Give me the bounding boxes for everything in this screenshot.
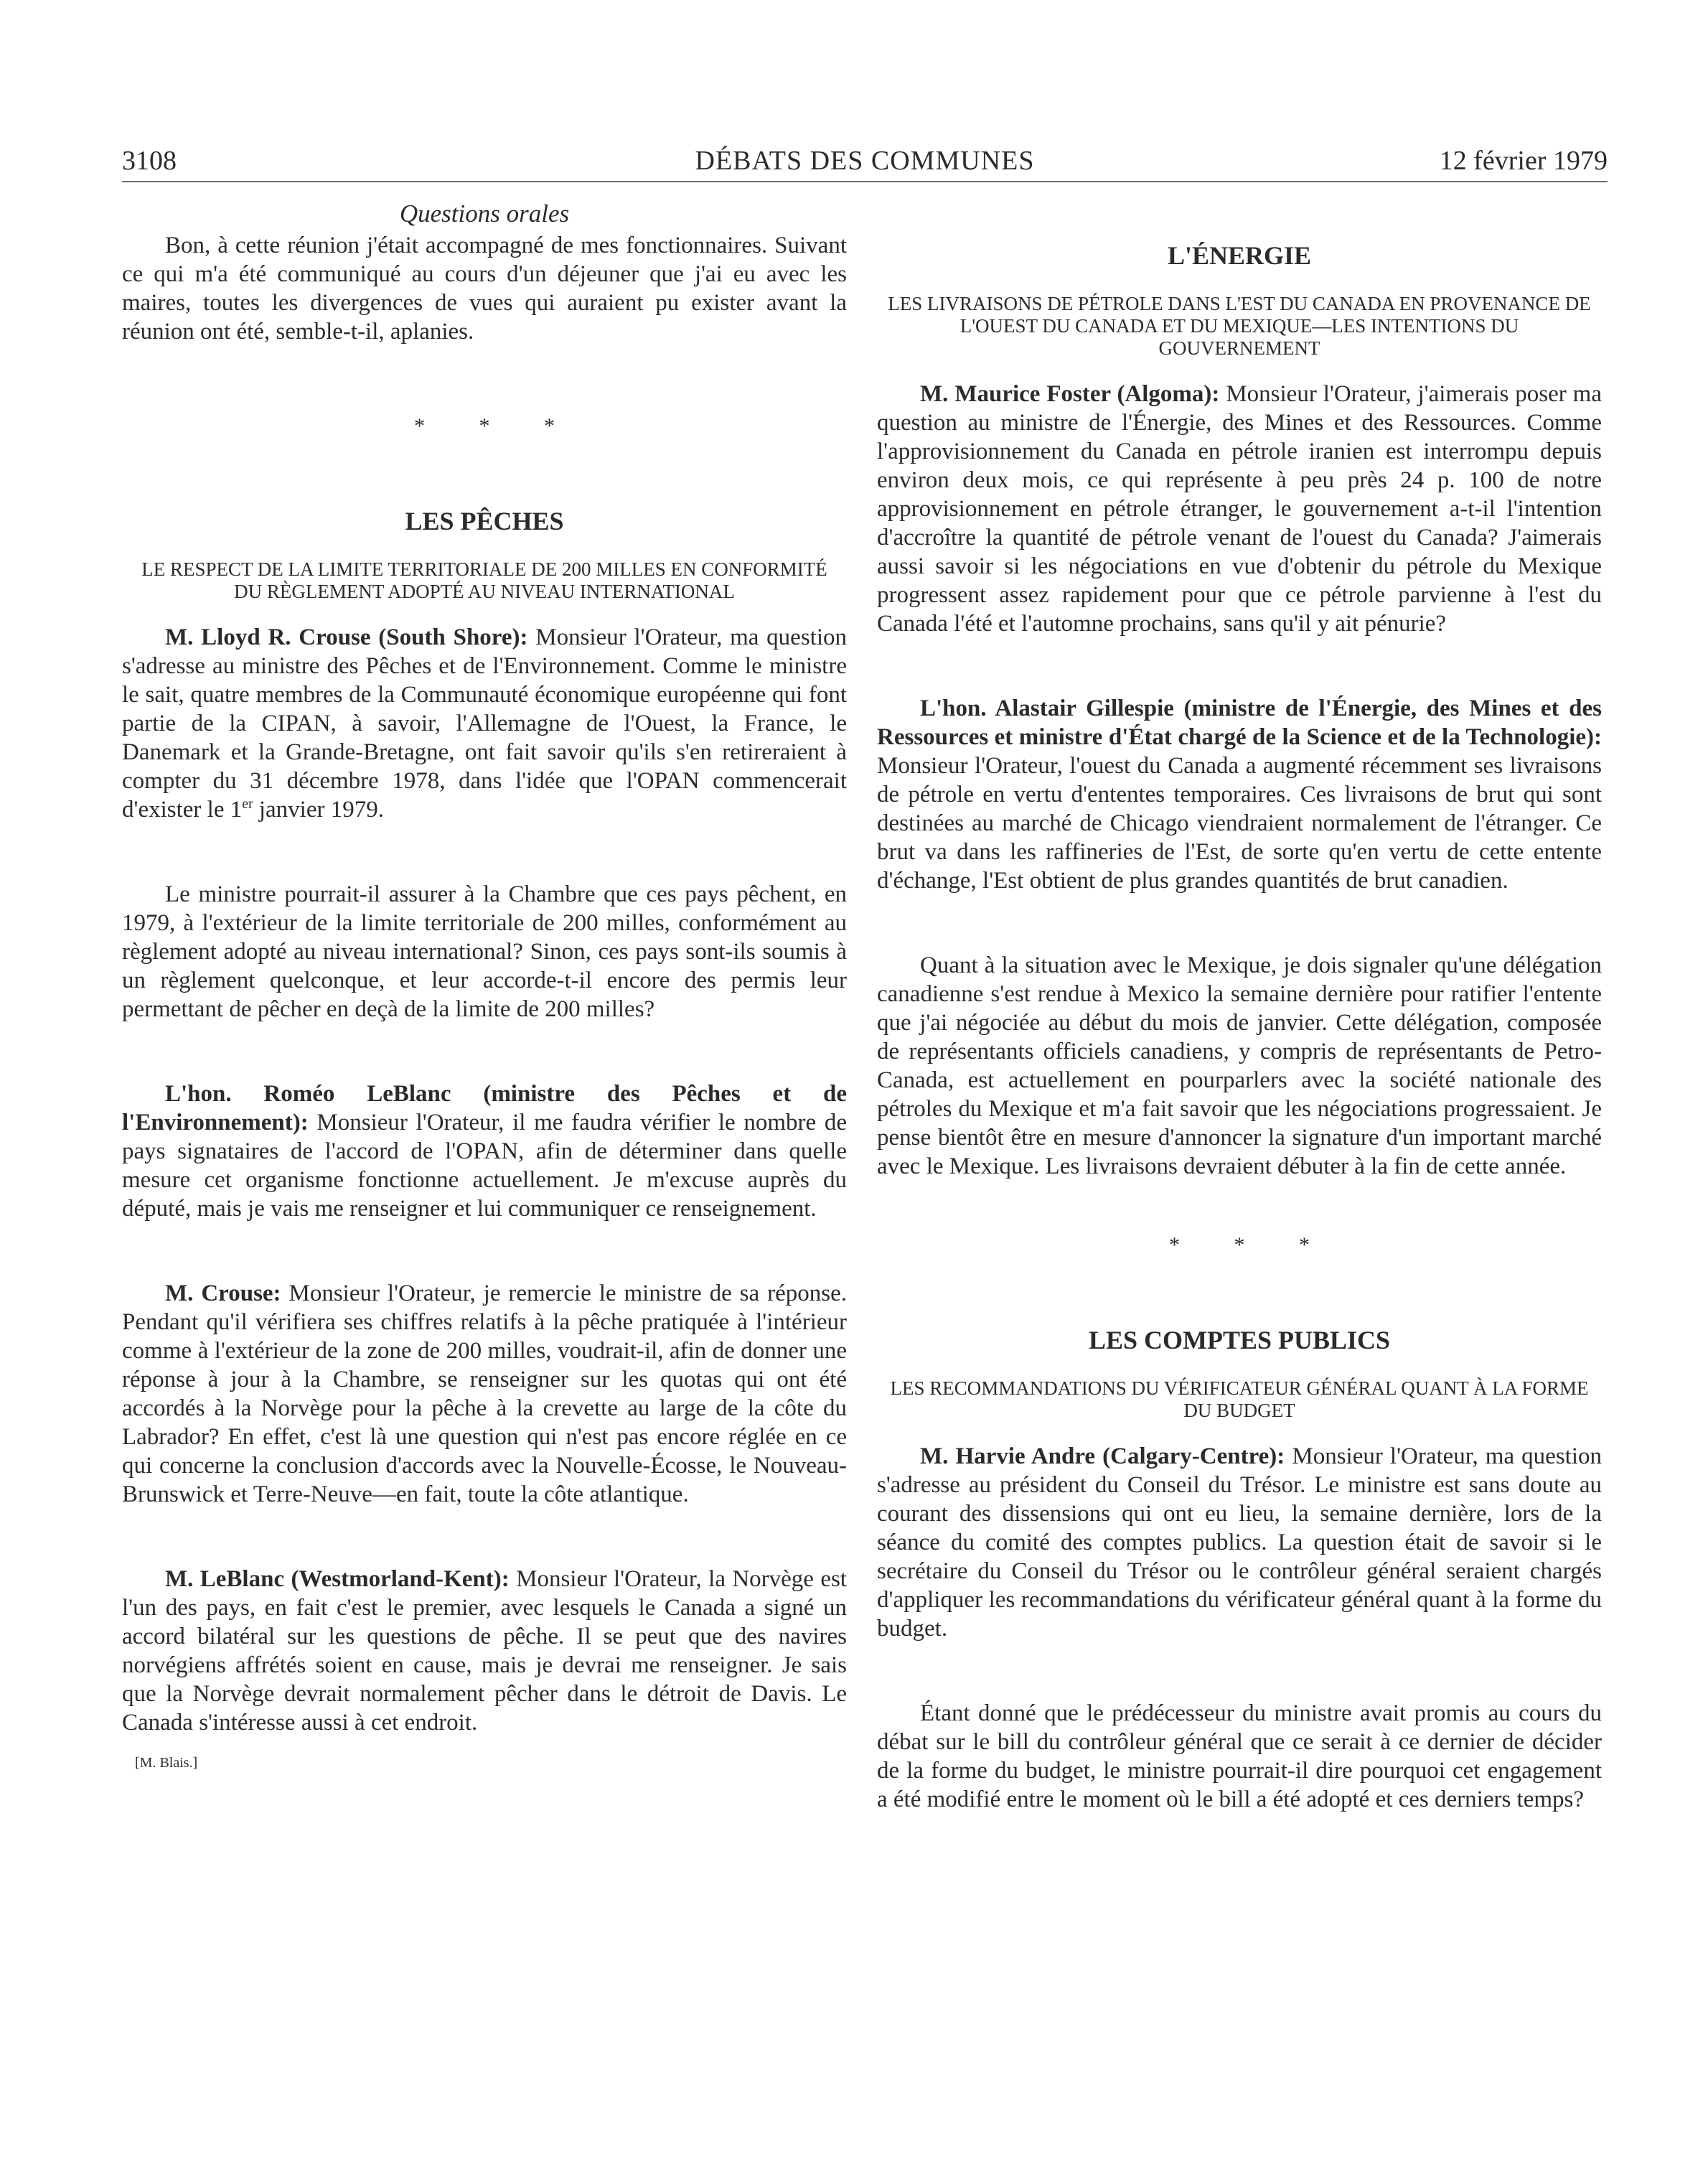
publication-title: DÉBATS DES COMMUNES <box>695 146 1035 176</box>
paragraph-crouse-supplementary: M. Crouse: Monsieur l'Orateur, je remercie le ministre de sa réponse. Pendant qu'il vérifiera ses chiffres relatifs à la pêche pratiquée à l'intérieur comme à l'extérieur de la zone de 200 milles, voudrait-il, afin de donner une réponse à jour à la Chambre, se renseigner sur les quotas qui ont été accordés à la Norvège pour la pêche à la crevette au large de la côte du Labrador? En effet, c'est là une question qui n'est pas encore réglée en ce qui concerne la conclusion d'accords avec la Nouvelle-Écosse, le Nouveau-Brunswick et Terre-Neuve—en fait, toute la côte atlantique. <box>122 1280 847 1507</box>
section-title-energie: L'ÉNERGIE <box>1167 241 1312 270</box>
paragraph-andre-followup: Étant donné que le prédécesseur du ministre avait promis au cours du débat sur le bill du contrôleur général que ce serait à ce dernier de décider de la forme du budget, le ministre pourrait-il dire pourquoi cet engagement a été modifié entre le moment où le bill a été adopté et ces derniers temps? <box>877 1700 1602 1812</box>
paragraph-crouse-question: M. Lloyd R. Crouse (South Shore): Monsieur l'Orateur, ma question s'adresse au ministre des Pêches et de l'Environnement. Comme le ministre le sait, quatre membres de la Communauté économique européenne qui font partie de la CIPAN, à savoir, l'Allemagne de l'Ouest, la France, le Danemark et la Grande-Bretagne, ont fait savoir qu'ils s'en retireraient à compter du 31 décembre 1978, dans l'idée que l'OPAN commencerait d'exister le 1er janvier 1979. <box>122 624 847 823</box>
paragraph-leblanc-answer: L'hon. Roméo LeBlanc (ministre des Pêches et de l'Environnement): Monsieur l'Orateur, il me faudra vérifier le nombre de pays signataires de l'accord de l'OPAN, afin de déterminer dans quelle mesure cet organisme fonctionne actuellement. Je m'excuse auprès du député, mais je vais me renseigner et lui communiquer ce renseignement. <box>122 1081 847 1222</box>
section-separator: * * * <box>414 414 579 438</box>
speaker-name: M. Harvie Andre (Calgary-Centre): <box>920 1443 1285 1469</box>
speaker-name: M. Crouse: <box>165 1280 281 1306</box>
speaker-name: L'hon. Alastair Gillespie (ministre de l'Énergie, des Mines et des Ressources et ministre d'État chargé de la Science et de la Technologie): <box>877 696 1602 750</box>
translator-initials: [M. Blais.] <box>135 1755 198 1771</box>
page-number: 3108 <box>122 146 177 176</box>
paragraph-intro: Bon, à cette réunion j'était accompagné de mes fonctionnaires. Suivant ce qui m'a été communiqué au cours d'un déjeuner que j'ai eu avec les maires, toutes les divergences de vues qui auraient pu exister avant la réunion ont été, semble-t-il, aplanies. <box>122 233 847 345</box>
page-date: 12 février 1979 <box>1439 146 1608 176</box>
paragraph-gillespie-answer: L'hon. Alastair Gillespie (ministre de l'Énergie, des Mines et des Ressources et ministre d'État chargé de la Science et de la Technologie): Monsieur l'Orateur, l'ouest du Canada a augmenté récemment ses livraisons de pétrole en vertu d'ententes temporaires. Ces livraisons de brut qui sont destinées au marché de Chicago viendraient normalement de l'étranger. Ce brut va dans les raffineries de l'Est, de sorte qu'en vertu de cette entente d'échange, l'Est obtient de plus grandes quantités de brut canadien. <box>877 696 1602 894</box>
section-separator: * * * <box>1169 1233 1334 1257</box>
paragraph-andre-question: M. Harvie Andre (Calgary-Centre): Monsieur l'Orateur, ma question s'adresse au président du Conseil du Trésor. Le ministre est sans doute au courant des dissensions qui ont eu lieu, la semaine dernière, lors de la séance du comité des comptes publics. La question était de savoir si le secrétaire du Conseil du Trésor ou le contrôleur général seraient chargés d'appliquer les recommandations du vérificateur général quant à la forme du budget. <box>877 1443 1602 1642</box>
section-title-comptes-publics: LES COMPTES PUBLICS <box>1088 1326 1391 1354</box>
header-rule <box>122 181 1608 182</box>
subheading-verificateur-general: LES RECOMMANDATIONS DU VÉRIFICATEUR GÉNÉRAL QUANT À LA FORME DU BUDGET <box>890 1377 1589 1421</box>
paragraph-leblanc-reply: M. LeBlanc (Westmorland-Kent): Monsieur l'Orateur, la Norvège est l'un des pays, en fait c'est le premier, avec lesquels le Canada a signé un accord bilatéral sur les questions de pêche. Il se peut que des navires norvégiens affrétés soient en cause, mais je devrai me renseigner. Je sais que la Norvège devrait normalement pêcher dans le détroit de Davis. Le Canada s'intéresse aussi à cet endroit. <box>122 1566 847 1736</box>
right-column <box>877 195 1602 1814</box>
subheading-livraisons-petrole: LES LIVRAISONS DE PÉTROLE DANS L'EST DU CANADA EN PROVENANCE DE L'OUEST DU CANADA ET DU MEXIQUE—LES INTENTIONS DU GOUVERNEMENT <box>888 293 1591 359</box>
section-title-peches: LES PÊCHES <box>405 507 564 535</box>
paragraph-foster-question: M. Maurice Foster (Algoma): Monsieur l'Orateur, j'aimerais poser ma question au ministre de l'Énergie, des Mines et des Ressources. Comme l'approvisionnement du Canada en pétrole iranien est interrompu depuis environ deux mois, ce qui représente à peu près 24 p. 100 de notre approvisionnement en pétrole étranger, le gouvernement a-t-il l'intention d'accroître la quantité de pétrole venant de l'ouest du Canada? J'aimerais aussi savoir si les négociations en vue d'obtenir du pétrole du Mexique progressent assez rapidement pour que ce pétrole parvienne à l'est du Canada l'été et l'automne prochains, sans qu'il y ait pénurie? <box>877 381 1602 637</box>
page-header <box>122 142 1608 179</box>
subheading-limite-territoriale: LE RESPECT DE LA LIMITE TERRITORIALE DE 200 MILLES EN CONFORMITÉ DU RÈGLEMENT ADOPTÉ AU NIVEAU INTERNATIONAL <box>141 558 827 602</box>
left-column <box>122 195 847 1777</box>
speaker-name: M. LeBlanc (Westmorland-Kent): <box>165 1566 510 1592</box>
speaker-name: M. Lloyd R. Crouse (South Shore): <box>165 624 528 650</box>
speaker-name: L'hon. Roméo LeBlanc (ministre des Pêches et de l'Environnement): <box>122 1081 847 1136</box>
speaker-name: M. Maurice Foster (Algoma): <box>920 381 1220 407</box>
running-head: Questions orales <box>399 200 570 228</box>
paragraph-gillespie-mexique: Quant à la situation avec le Mexique, je dois signaler qu'une délégation canadienne s'est rendue à Mexico la semaine dernière pour ratifier l'entente que j'ai négociée au début du mois de janvier. Cette délégation, composée de représentants officiels canadiens, y compris de représentants de Petro-Canada, est actuellement en pourparlers avec la société nationale des pétroles du Mexique et m'a fait savoir que les négociations progressaient. Je pense bientôt être en mesure d'annoncer la signature d'un important marché avec le Mexique. Les livraisons devraient débuter à la fin de cette année. <box>877 952 1602 1179</box>
paragraph-crouse-followup: Le ministre pourrait-il assurer à la Chambre que ces pays pêchent, en 1979, à l'extérieur de la limite territoriale de 200 milles, conformément au règlement adopté au niveau international? Sinon, ces pays sont-ils soumis à un règlement quelconque, et leur accorde-t-il encore des permis leur permettant de pêcher en deçà de la limite de 200 milles? <box>122 881 847 1022</box>
